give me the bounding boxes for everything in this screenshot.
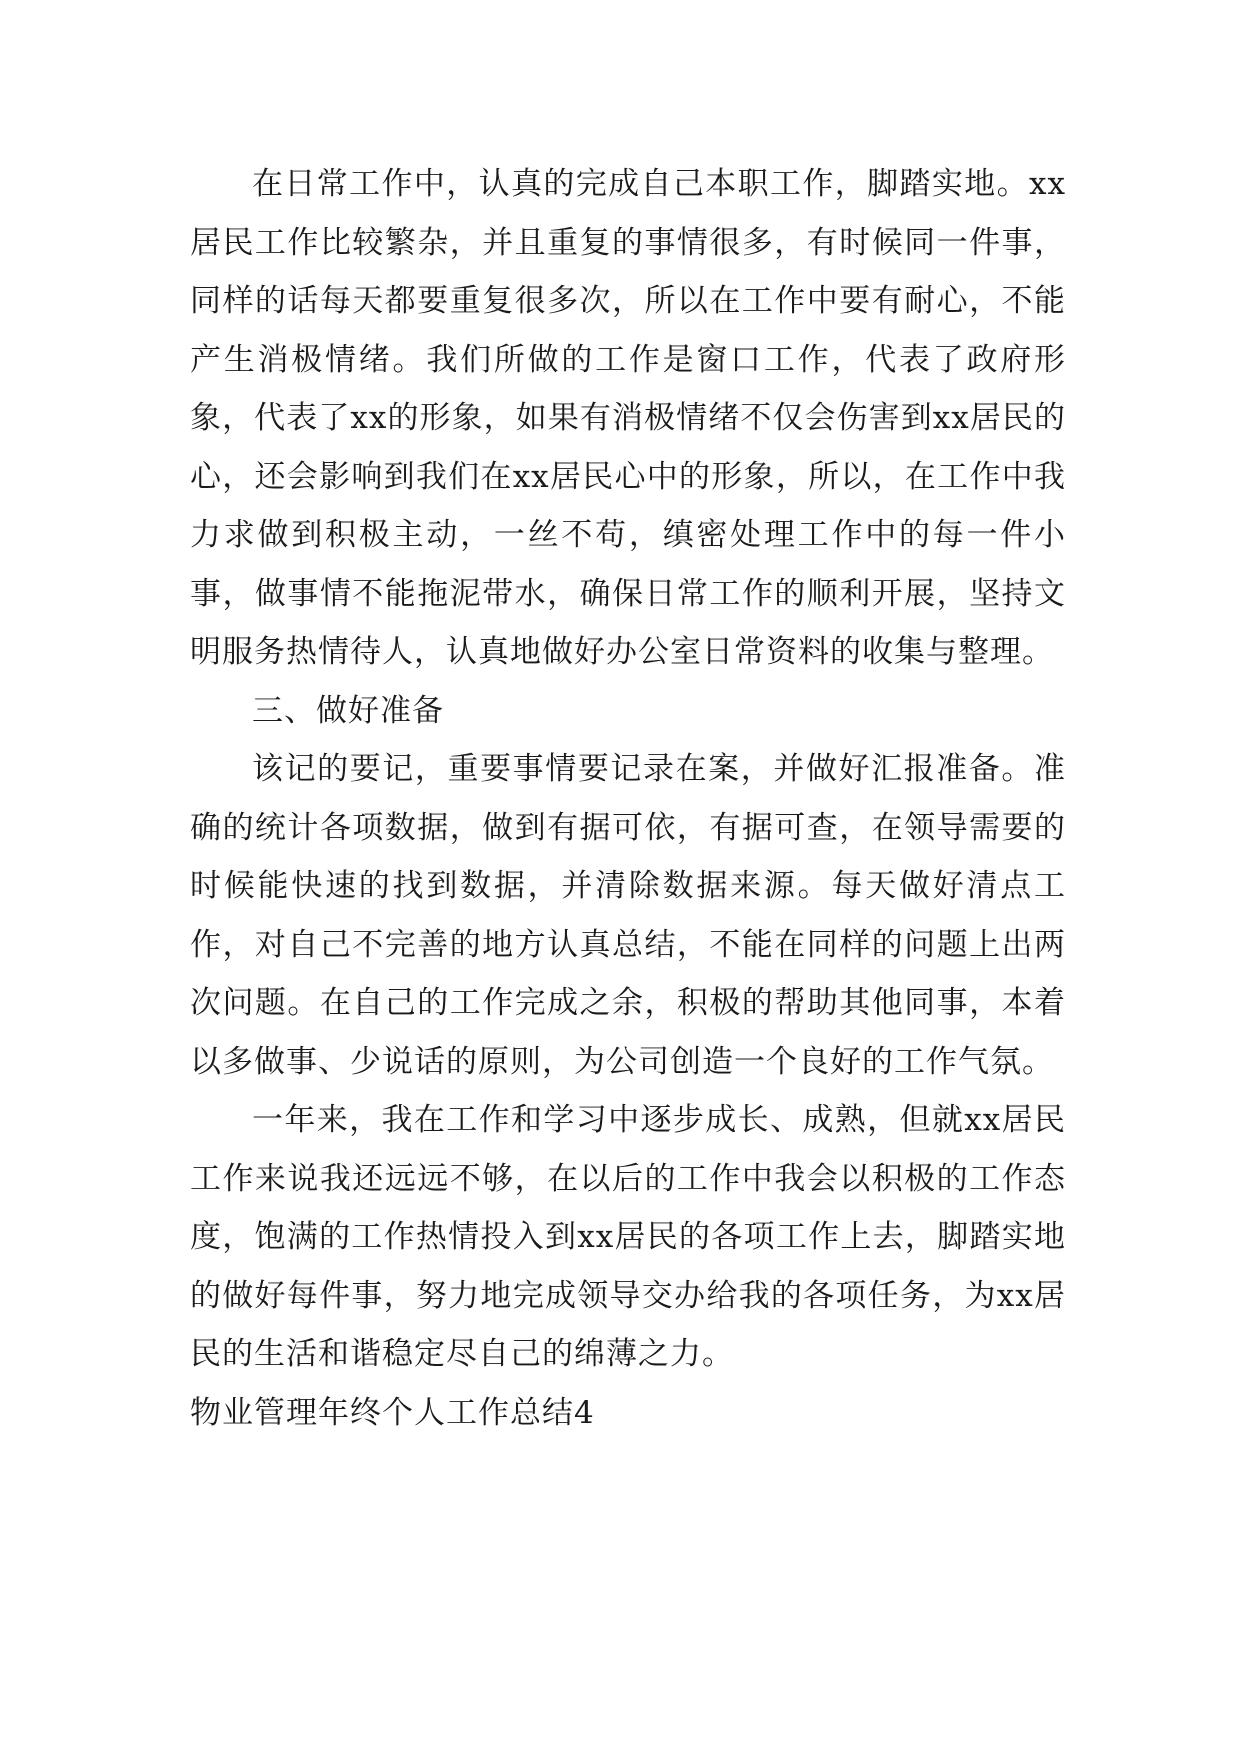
paragraph-daily-work: 在日常工作中，认真的完成自己本职工作，脚踏实地。xx居民工作比较繁杂，并且重复的事情很多，有时候同一件事，同样的话每天都要重复很多次，所以在工作中要有耐心，不能产生消极情绪。我们所做的工作是窗口工作，代表了政府形象，代表了xx的形象，如果有消极情绪不仅会伤害到xx居民的心，还会影响到我们在xx居民心中的形象，所以，在工作中我力求做到积极主动，一丝不苟，缜密处理工作中的每一件小事，做事情不能拖泥带水，确保日常工作的顺利开展，坚持文明服务热情待人，认真地做好办公室日常资料的收集与整理。 xyxy=(190,166,1066,670)
paragraph-year-summary: 一年来，我在工作和学习中逐步成长、成熟，但就xx居民工作来说我还远远不够，在以后的工作中我会以积极的工作态度，饱满的工作热情投入到xx居民的各项工作上去，脚踏实地的做好每件事，努力地完成领导交办给我的各项任务，为xx居民的生活和谐稳定尽自己的绵薄之力。 xyxy=(190,1102,1066,1372)
paragraph-records: 该记的要记，重要事情要记录在案，并做好汇报准备。准确的统计各项数据，做到有据可依，有据可查，在领导需要的时候能快速的找到数据，并清除数据来源。每天做好清点工作，对自己不完善的地方认真总结，不能在同样的问题上出两次问题。在自己的工作完成之余，积极的帮助其他同事，本着以多做事、少说话的原则，为公司创造一个良好的工作气氛。 xyxy=(190,751,1066,1080)
next-section-title: 物业管理年终个人工作总结4 xyxy=(190,1394,595,1431)
document-page xyxy=(190,155,1066,1442)
section-heading-prepare: 三、做好准备 xyxy=(252,692,444,729)
